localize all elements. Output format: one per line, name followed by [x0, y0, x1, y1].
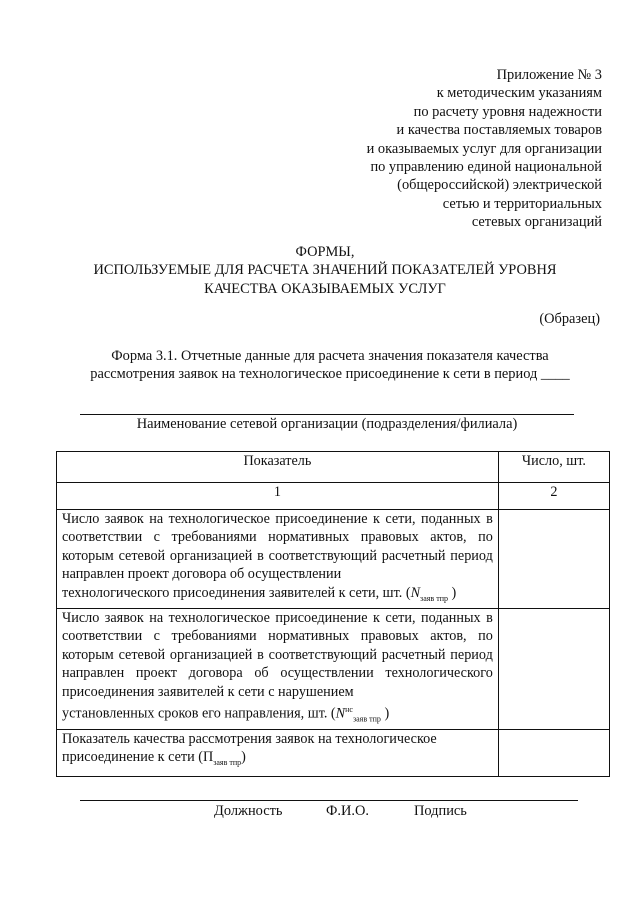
- indicator-subscript: заяв тпр: [420, 593, 448, 603]
- form-caption-line: рассмотрения заявок на технологическое присоединение к сети в период ____: [90, 366, 570, 383]
- table-row: [57, 510, 610, 609]
- indicator-symbol: П: [202, 749, 214, 766]
- indicator-text: Показатель качества рассмотрения заявок на технологическое: [62, 731, 437, 747]
- appendix-line: и оказываемых услуг для организации: [366, 140, 602, 157]
- table-row: [57, 609, 610, 730]
- indicator-cell: [57, 730, 499, 777]
- indicator-last-line: присоединение к сети $(П_{заяв тпр})$: [62, 749, 246, 768]
- appendix-line: Приложение № 3: [496, 67, 602, 83]
- header-count: Число, шт.: [498, 452, 609, 483]
- org-name-fill-line[interactable]: [80, 414, 574, 415]
- indicator-text: Число заявок на технологическое присоединение к сети, поданных в соответствии с требованиями нормативных правовых актов, по которым сетевой организацией в соответствующий расчетный период направлен проект договора об осуществлении технологического присоединения заявителей к сети с нарушением: [62, 610, 493, 700]
- title-line: КАЧЕСТВА ОКАЗЫВАЕМЫХ УСЛУГ: [204, 280, 446, 297]
- table-header-row: [57, 452, 610, 483]
- signature-fio-label: Ф.И.О.: [326, 803, 369, 819]
- document-title: [50, 243, 600, 298]
- signature-position-label: Должность: [214, 803, 283, 819]
- value-cell[interactable]: [498, 609, 609, 730]
- report-table: [56, 451, 610, 777]
- indicator-subscript: заяв тпр: [352, 714, 381, 724]
- value-cell[interactable]: [498, 730, 609, 777]
- header-indicator: Показатель: [57, 452, 499, 483]
- appendix-line: по расчету уровня надежности: [413, 103, 602, 120]
- appendix-line: по управлению единой национальной: [370, 159, 602, 176]
- signature-sign-label: Подпись: [414, 803, 467, 819]
- value-cell[interactable]: [498, 510, 609, 609]
- sample-label: (Образец): [539, 311, 600, 327]
- form-caption: [60, 347, 600, 384]
- indicator-text: Число заявок на технологическое присоединение к сети, поданных в соответствии с требованиями нормативных правовых актов, по которым сетевой организацией в соответствующий расчетный период направлен проект договора об осуществлении: [62, 511, 493, 583]
- title-line: ФОРМЫ,: [295, 244, 355, 260]
- column-number: 1: [57, 483, 499, 510]
- signature-line[interactable]: [80, 800, 578, 801]
- indicator-subscript: заяв тпр: [213, 758, 242, 768]
- column-number: 2: [498, 483, 609, 510]
- table-row: [57, 730, 610, 777]
- appendix-line: сетью и территориальных: [442, 195, 602, 212]
- indicator-cell: [57, 510, 499, 609]
- appendix-line: сетевых организаций: [471, 214, 602, 231]
- appendix-line: (общероссийской) электрической: [397, 177, 602, 194]
- indicator-cell: [57, 609, 499, 730]
- org-name-caption: Наименование сетевой организации (подразделения/филиала): [136, 416, 518, 432]
- title-line: ИСПОЛЬЗУЕМЫЕ ДЛЯ РАСЧЕТА ЗНАЧЕНИЙ ПОКАЗАТЕЛЕЙ УРОВНЯ: [93, 262, 557, 279]
- appendix-line: и качества поставляемых товаров: [396, 122, 602, 139]
- appendix-block: [272, 66, 602, 232]
- column-number-row: [57, 483, 610, 510]
- form-caption-line: Форма 3.1. Отчетные данные для расчета значения показателя качества: [111, 348, 549, 364]
- indicator-symbol: N: [335, 705, 346, 722]
- indicator-superscript: нс: [345, 705, 353, 715]
- appendix-line: к методическим указаниям: [436, 85, 602, 102]
- indicator-symbol: N: [410, 584, 421, 601]
- indicator-last-line: технологического присоединения заявителей к сети, шт. ($N_{заяв тпр}$ ): [62, 584, 457, 603]
- indicator-last-line: установленных сроков его направления, шт. ($N^{нс}_{заяв тпр}$ ): [62, 705, 390, 724]
